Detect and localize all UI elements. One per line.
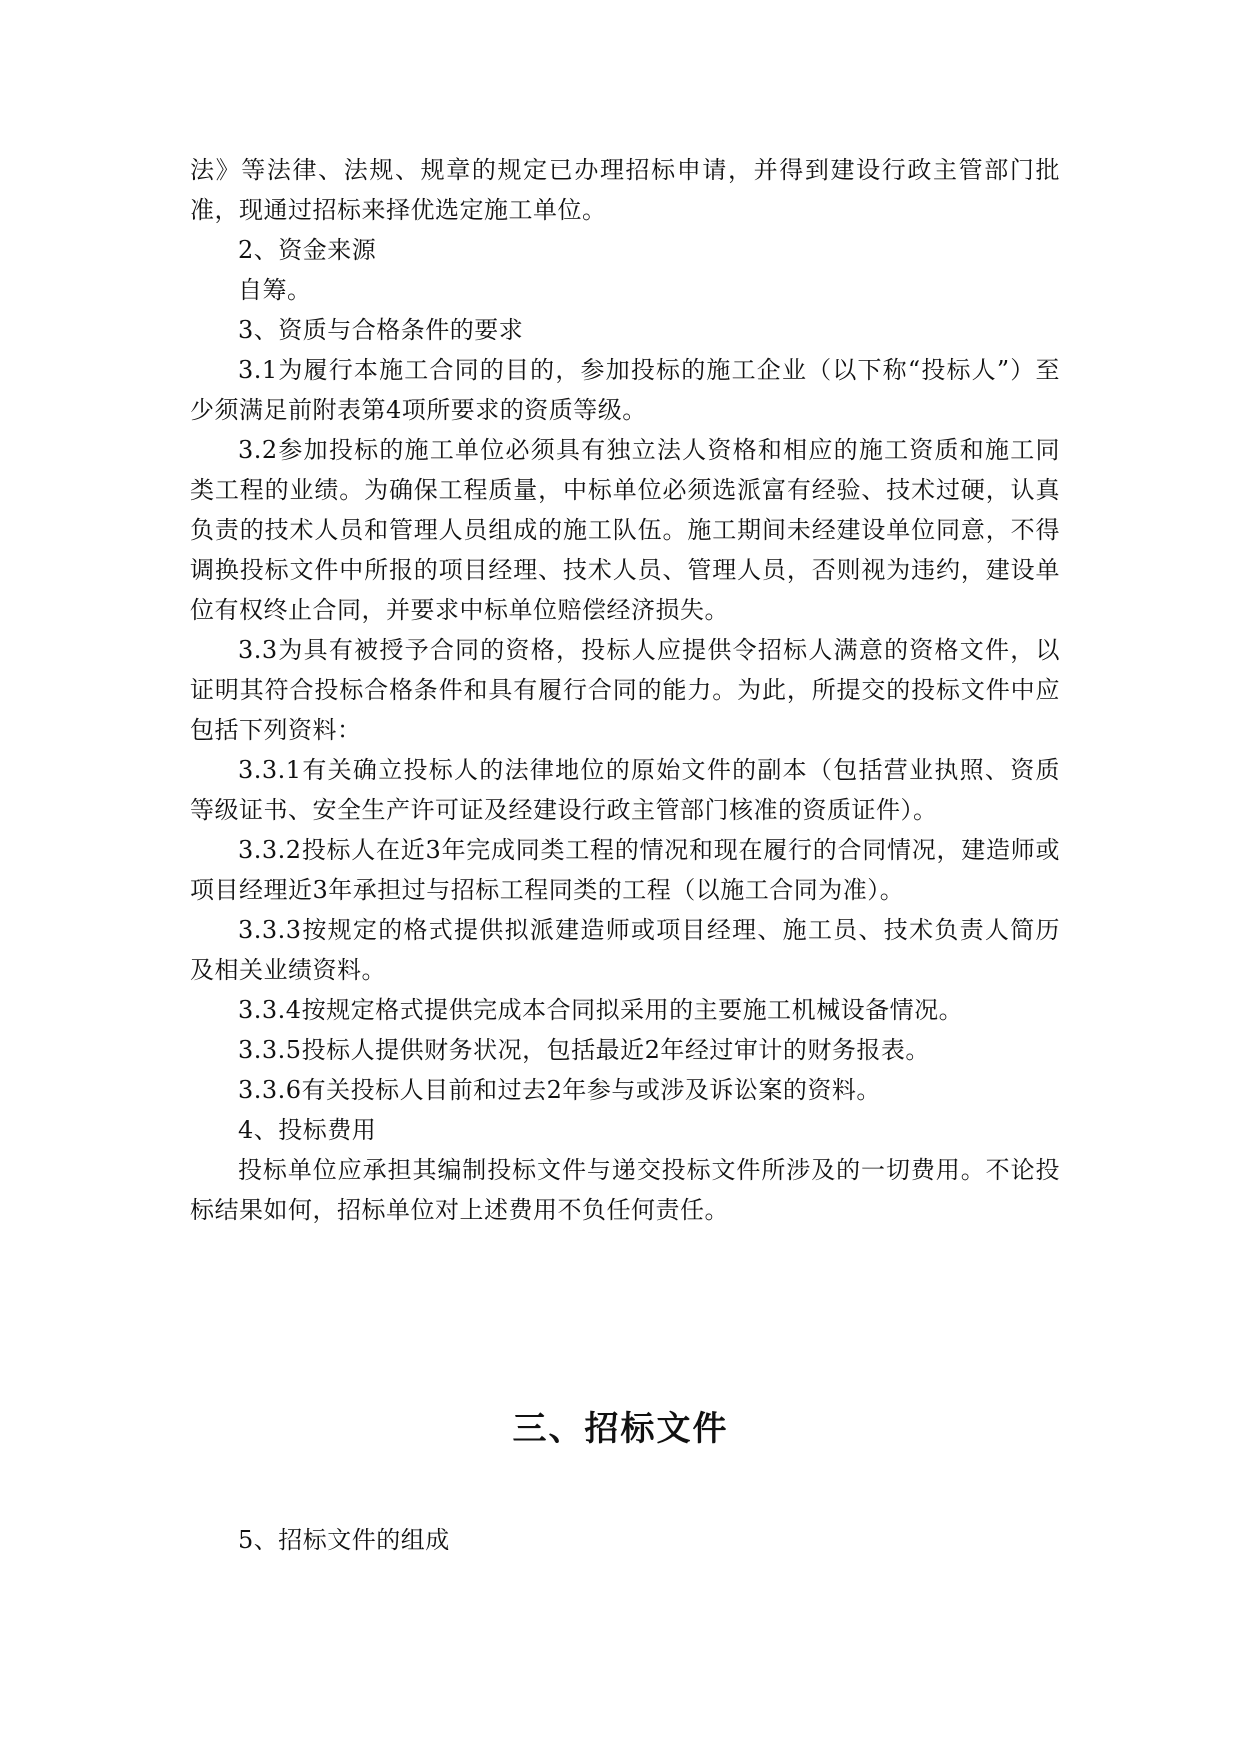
paragraph-3-3-5: 3.3.5投标人提供财务状况，包括最近2年经过审计的财务报表。 [238, 1036, 930, 1064]
paragraph-3-3-3: 3.3.3按规定的格式提供拟派建造师或项目经理、施工员、技术负责人简历及相关业绩资料。 [190, 916, 1060, 984]
paragraph-bidding-costs: 投标单位应承担其编制投标文件与递交投标文件所涉及的一切费用。不论投标结果如何，招标单位对上述费用不负任何责任。 [190, 1156, 1060, 1224]
section-heading-bid-document-composition: 5、招标文件的组成 [238, 1526, 450, 1554]
paragraph-funding-source: 自筹。 [238, 276, 312, 304]
paragraph-3-3-2: 3.3.2投标人在近3年完成同类工程的情况和现在履行的合同情况，建造师或项目经理近3年承担过与招标工程同类的工程（以施工合同为准）。 [190, 836, 1060, 904]
body-text [190, 150, 1060, 1230]
paragraph-continuation: 法》等法律、法规、规章的规定已办理招标申请，并得到建设行政主管部门批准，现通过招标来择优选定施工单位。 [190, 156, 1060, 224]
heading-qualification-requirements: 3、资质与合格条件的要求 [238, 316, 524, 344]
heading-bidding-costs: 4、投标费用 [238, 1116, 377, 1144]
after-title-text [190, 1520, 1060, 1560]
chapter-title: 三、招标文件 [512, 1409, 729, 1449]
paragraph-3-3: 3.3为具有被授予合同的资格，投标人应提供令招标人满意的资格文件，以证明其符合投标合格条件和具有履行合同的能力。为此，所提交的投标文件中应包括下列资料： [190, 636, 1060, 744]
heading-funding-source: 2、资金来源 [238, 236, 377, 264]
paragraph-3-2: 3.2参加投标的施工单位必须具有独立法人资格和相应的施工资质和施工同类工程的业绩。为确保工程质量，中标单位必须选派富有经验、技术过硬，认真负责的技术人员和管理人员组成的施工队伍。施工期间未经建设单位同意，不得调换投标文件中所报的项目经理、技术人员、管理人员，否则视为违约，建设单位有权终止合同，并要求中标单位赔偿经济损失。 [190, 436, 1060, 624]
paragraph-3-3-4: 3.3.4按规定格式提供完成本合同拟采用的主要施工机械设备情况。 [238, 996, 964, 1024]
paragraph-3-3-6: 3.3.6有关投标人目前和过去2年参与或涉及诉讼案的资料。 [238, 1076, 881, 1104]
paragraph-3-1: 3.1为履行本施工合同的目的，参加投标的施工企业（以下称“投标人”）至少须满足前附表第4项所要求的资质等级。 [190, 356, 1060, 424]
paragraph-3-3-1: 3.3.1有关确立投标人的法律地位的原始文件的副本（包括营业执照、资质等级证书、安全生产许可证及经建设行政主管部门核准的资质证件）。 [190, 756, 1060, 824]
